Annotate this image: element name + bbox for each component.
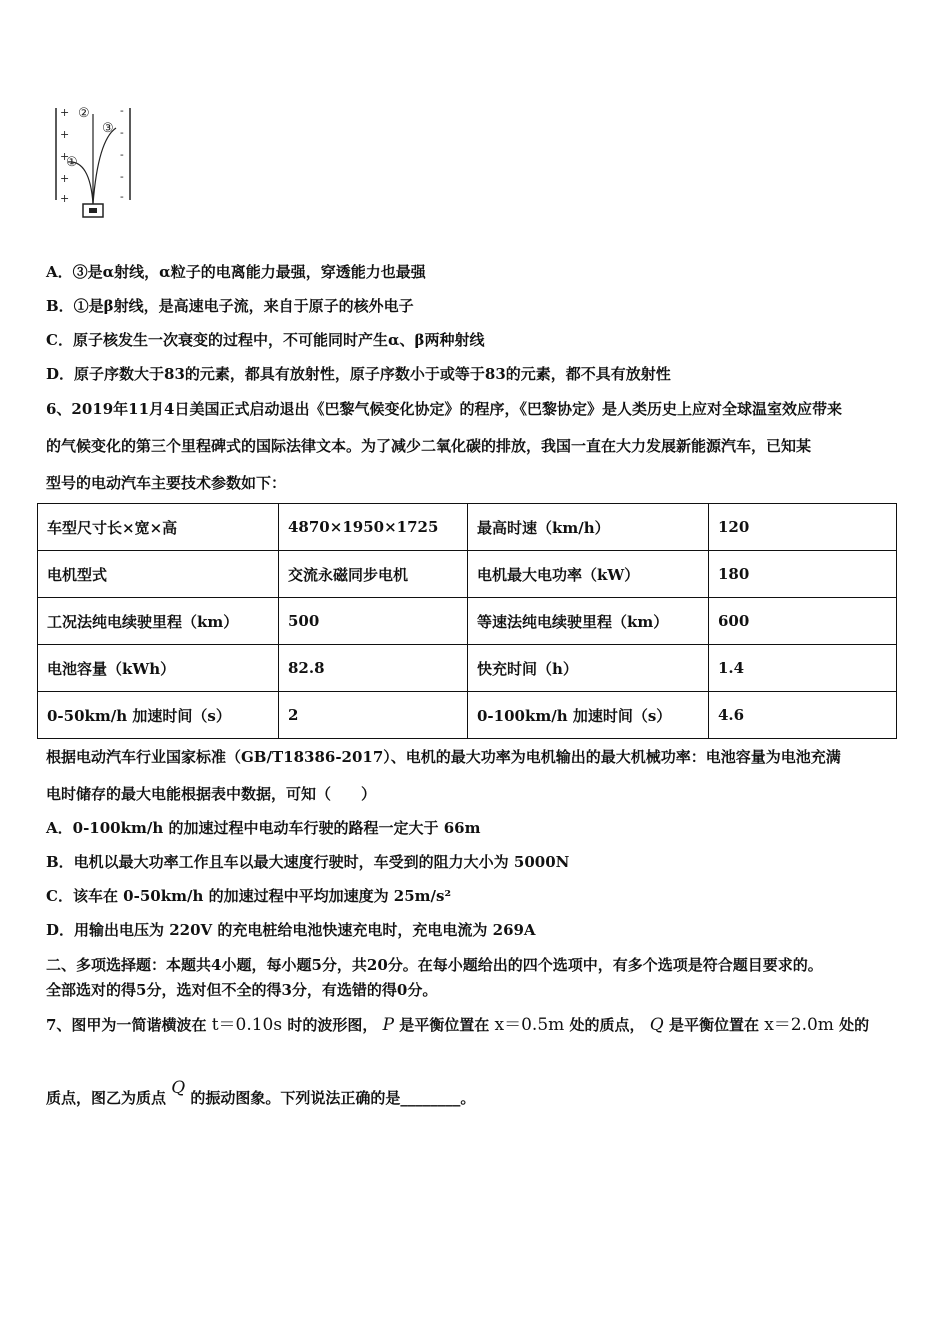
plus-sign: + bbox=[60, 192, 70, 205]
section2-line-2: 全部选对的得5分，选对但不全的得3分，有选错的得0分。 bbox=[46, 981, 438, 999]
q6-option-a: A．0-100km/h 的加速过程中电动车行驶的路程一定大于 66m bbox=[46, 819, 481, 837]
table-row bbox=[38, 598, 897, 645]
table-cell: 500 bbox=[279, 598, 468, 645]
q6-stem-line-1: 6、2019年11月4日美国正式启动退出《巴黎气候变化协定》的程序，《巴黎协定》是人类历史上应对全球温室效应带来 bbox=[46, 400, 843, 418]
radiation-diagram bbox=[50, 100, 140, 220]
q7-stem-line-1 bbox=[46, 1010, 869, 1035]
track-3 bbox=[93, 128, 116, 204]
minus-sign: - bbox=[120, 170, 124, 183]
q6-after-line-1: 根据电动汽车行业国家标准（GB/T18386-2017）、电机的最大功率为电机输出的最大机械功率：电池容量为电池充满 bbox=[46, 748, 841, 766]
source-sample bbox=[89, 208, 97, 213]
table-cell: 180 bbox=[709, 551, 897, 598]
minus-sign: - bbox=[120, 126, 124, 139]
q7-math-q: Q bbox=[171, 1078, 186, 1098]
q7-text: 是平衡位置在 bbox=[399, 1016, 490, 1034]
plus-sign: + bbox=[60, 172, 70, 185]
q7-math-x2: x＝2.0m bbox=[764, 1015, 834, 1035]
table-cell: 0-50km/h 加速时间（s） bbox=[38, 692, 279, 739]
table-cell: 2 bbox=[279, 692, 468, 739]
table-row bbox=[38, 551, 897, 598]
table-cell: 82.8 bbox=[279, 645, 468, 692]
table-cell: 快充时间（h） bbox=[468, 645, 709, 692]
radiation-deflection-figure bbox=[50, 100, 140, 220]
q7-text: 处的质点， bbox=[569, 1016, 645, 1034]
q7-math-x1: x＝0.5m bbox=[494, 1015, 565, 1035]
table-cell: 车型尺寸长×宽×高 bbox=[38, 504, 279, 551]
q7-math-p: P bbox=[382, 1015, 395, 1035]
q5-option-a: A．③是α射线，α粒子的电离能力最强，穿透能力也最强 bbox=[46, 263, 426, 281]
q7-text: 时的波形图， bbox=[287, 1016, 378, 1034]
ev-spec-table bbox=[37, 503, 897, 739]
table-cell: 电机最大电功率（kW） bbox=[468, 551, 709, 598]
minus-sign: - bbox=[120, 148, 124, 161]
q6-option-c: C．该车在 0-50km/h 的加速过程中平均加速度为 25m/s² bbox=[46, 887, 452, 905]
table-cell: 0-100km/h 加速时间（s） bbox=[468, 692, 709, 739]
label-3: ③ bbox=[102, 121, 114, 136]
q7-text: 处的 bbox=[839, 1016, 870, 1034]
table-cell: 4870×1950×1725 bbox=[279, 504, 468, 551]
q7-math-time: t＝0.10s bbox=[211, 1015, 283, 1035]
q7-text: 的振动图象。下列说法正确的是________。 bbox=[190, 1089, 476, 1107]
q7-text: 质点，图乙为质点 bbox=[46, 1089, 167, 1107]
q6-after-line-2: 电时储存的最大电能根据表中数据，可知（ ） bbox=[46, 785, 377, 803]
table-cell: 电池容量（kWh） bbox=[38, 645, 279, 692]
table-cell: 交流永磁同步电机 bbox=[279, 551, 468, 598]
q6-option-d: D．用输出电压为 220V 的充电桩给电池快速充电时，充电电流为 269A bbox=[46, 921, 536, 939]
section2-line-1: 二、多项选择题：本题共4小题，每小题5分，共20分。在每小题给出的四个选项中，有多个选项是符合题目要求的。 bbox=[46, 956, 823, 974]
minus-sign: - bbox=[120, 104, 124, 117]
plus-sign: + bbox=[60, 150, 70, 163]
table-row bbox=[38, 692, 897, 739]
minus-sign: - bbox=[120, 190, 124, 203]
table-cell: 等速法纯电续驶里程（km） bbox=[468, 598, 709, 645]
table-cell: 最高时速（km/h） bbox=[468, 504, 709, 551]
q7-text: 7、图甲为一简谐横波在 bbox=[46, 1016, 207, 1034]
q7-stem-line-2 bbox=[46, 1078, 476, 1108]
label-2: ② bbox=[78, 106, 90, 121]
q7-text: 是平衡位置在 bbox=[668, 1016, 759, 1034]
q7-math-q: Q bbox=[649, 1015, 664, 1035]
q6-stem-line-3: 型号的电动汽车主要技术参数如下： bbox=[46, 474, 287, 492]
label-1: ① bbox=[66, 155, 78, 170]
table-row bbox=[38, 504, 897, 551]
table-cell: 电机型式 bbox=[38, 551, 279, 598]
table-cell: 1.4 bbox=[709, 645, 897, 692]
table-cell: 600 bbox=[709, 598, 897, 645]
table-cell: 120 bbox=[709, 504, 897, 551]
plus-sign: + bbox=[60, 106, 70, 119]
q5-option-c: C．原子核发生一次衰变的过程中，不可能同时产生α、β两种射线 bbox=[46, 331, 485, 349]
table-cell: 工况法纯电续驶里程（km） bbox=[38, 598, 279, 645]
table-row bbox=[38, 645, 897, 692]
q5-option-b: B．①是β射线，是高速电子流，来自于原子的核外电子 bbox=[46, 297, 414, 315]
q6-option-b: B．电机以最大功率工作且车以最大速度行驶时，车受到的阻力大小为 5000N bbox=[46, 853, 570, 871]
table-cell: 4.6 bbox=[709, 692, 897, 739]
plus-sign: + bbox=[60, 128, 70, 141]
q6-stem-line-2: 的气候变化的第三个里程碑式的国际法律文本。为了减少二氧化碳的排放，我国一直在大力发展新能源汽车，已知某 bbox=[46, 437, 812, 455]
q5-option-d: D．原子序数大于83的元素，都具有放射性，原子序数小于或等于83的元素，都不具有放射性 bbox=[46, 365, 671, 383]
